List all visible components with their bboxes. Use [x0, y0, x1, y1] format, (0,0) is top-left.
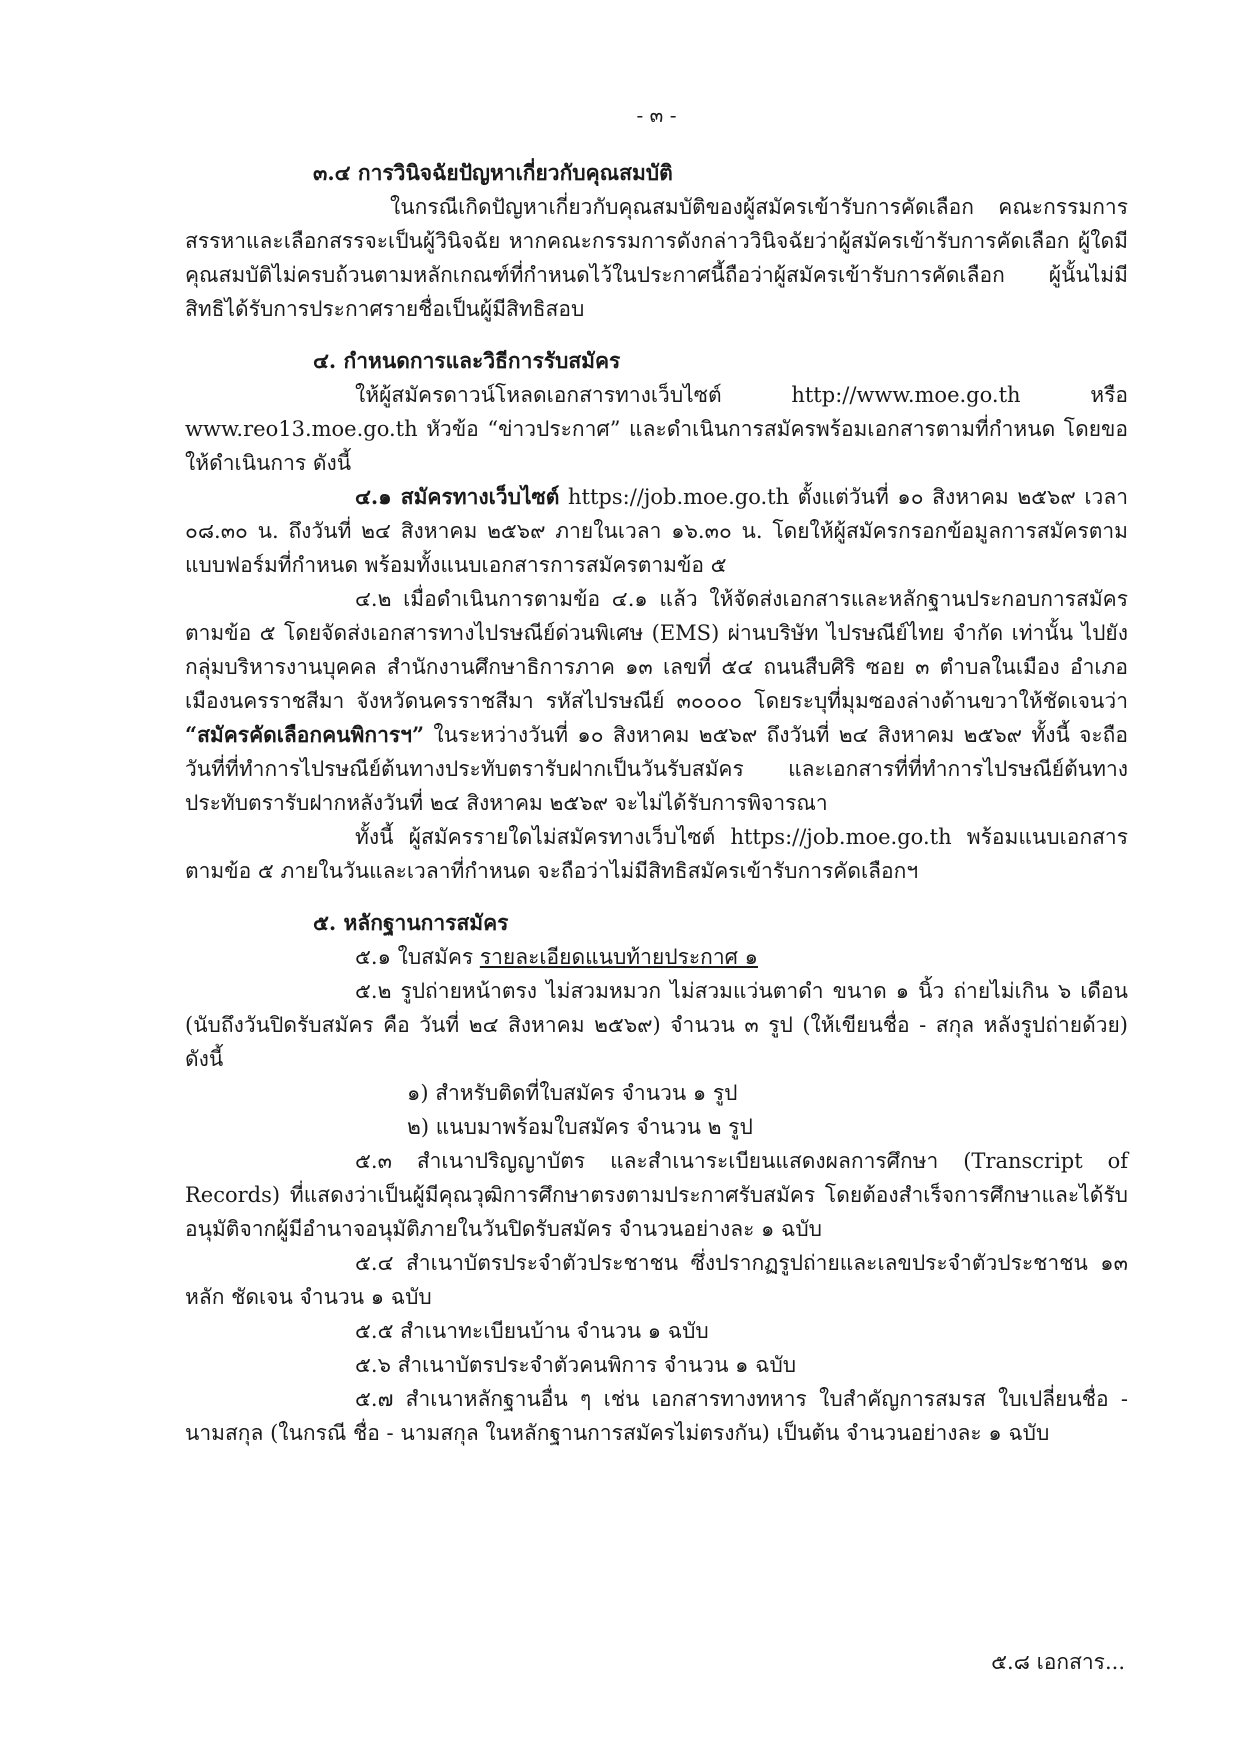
section-4-2-bold: “สมัครคัดเลือกคนพิการฯ” — [185, 722, 425, 747]
section-5-1 — [185, 940, 1128, 974]
section-3-4 — [185, 156, 1128, 326]
section-4-1-text: https://job.moe.go.th ตั้งแต่วันที่ ๑๐ สิงหาคม ๒๕๖๙ เวลา ๐๘.๓๐ น. ถึงวันที่ ๒๔ สิงหาคม ๒๕๖๙ ภายในเวลา ๑๖.๓๐ น. โดยให้ผู้สมัครกรอกข้อมูลการสมัครตามแบบฟอร์มที่กำหนด พร้อมทั้งแนบเอกสารการสมัครตามข้อ ๕ — [185, 485, 1128, 577]
section-5-6: ๕.๖ สำเนาบัตรประจำตัวคนพิการ จำนวน ๑ ฉบับ — [355, 1353, 797, 1377]
section-5-7: ๕.๗ สำเนาหลักฐานอื่น ๆ เช่น เอกสารทางทหาร ใบสำคัญการสมรส ใบเปลี่ยนชื่อ - นามสกุล (ในกรณี ชื่อ - นามสกุล ในหลักฐานการสมัครไม่ตรงกัน) เป็นต้น จำนวนอย่างละ ๑ ฉบับ — [185, 1387, 1128, 1445]
section-4-1-label: ๔.๑ สมัครทางเว็บไซต์ — [355, 484, 560, 509]
section-4 — [185, 344, 1128, 888]
section-5-3: ๕.๓ สำเนาปริญญาบัตร และสำเนาระเบียนแสดงผลการศึกษา (Transcript of Records) ที่แสดงว่าเป็นผู้มีคุณวุฒิการศึกษาตรงตามประกาศรับสมัคร โดยต้องสำเร็จการศึกษาและได้รับอนุมัติจากผู้มีอำนาจอนุมัติภายในวันปิดรับสมัคร จำนวนอย่างละ ๑ ฉบับ — [185, 1149, 1128, 1241]
section-4-2 — [185, 582, 1128, 820]
section-4-1 — [185, 480, 1128, 582]
section-3-4-paragraph: ในกรณีเกิดปัญหาเกี่ยวกับคุณสมบัติของผู้สมัครเข้ารับการคัดเลือก คณะกรรมการสรรหาและเลือกสรรจะเป็นผู้วินิจฉัย หากคณะกรรมการดังกล่าววินิจฉัยว่าผู้สมัครเข้ารับการคัดเลือก ผู้ใดมีคุณสมบัติไม่ครบถ้วนตามหลักเกณฑ์ที่กำหนดไว้ในประกาศนี้ถือว่าผู้สมัครเข้ารับการคัดเลือก ผู้นั้นไม่มีสิทธิได้รับการประกาศรายชื่อเป็นผู้มีสิทธิสอบ — [185, 195, 1128, 321]
section-5-5: ๕.๕ สำเนาทะเบียนบ้าน จำนวน ๑ ฉบับ — [355, 1319, 709, 1343]
section-4-intro: ให้ผู้สมัครดาวน์โหลดเอกสารทางเว็บไซต์ http://www.moe.go.th หรือ www.reo13.moe.go.th หัวข้อ “ข่าวประกาศ” และดำเนินการสมัครพร้อมเอกสารตามที่กำหนด โดยขอให้ดำเนินการ ดังนี้ — [185, 383, 1128, 475]
section-3-4-heading: ๓.๔ การวินิจฉัยปัญหาเกี่ยวกับคุณสมบัติ — [313, 160, 673, 185]
section-5-2: ๕.๒ รูปถ่ายหน้าตรง ไม่สวมหมวก ไม่สวมแว่นตาดำ ขนาด ๑ นิ้ว ถ่ายไม่เกิน ๖ เดือน (นับถึงวันปิดรับสมัคร คือ วันที่ ๒๔ สิงหาคม ๒๕๖๙) จำนวน ๓ รูป (ให้เขียนชื่อ - สกุล หลังรูปถ่ายด้วย) ดังนี้ — [185, 979, 1128, 1071]
page-number: - ๓ - — [636, 103, 677, 127]
section-5-heading: ๕. หลักฐานการสมัคร — [313, 910, 509, 935]
section-4-note: ทั้งนี้ ผู้สมัครรายใดไม่สมัครทางเว็บไซต์ https://job.moe.go.th พร้อมแนบเอกสารตามข้อ ๕ ภายในวันและเวลาที่กำหนด จะถือว่าไม่มีสิทธิสมัครเข้ารับการคัดเลือกฯ — [185, 825, 1128, 883]
section-4-2-text-a: ๔.๒ เมื่อดำเนินการตามข้อ ๔.๑ แล้ว ให้จัดส่งเอกสารและหลักฐานประกอบการสมัคร ตามข้อ ๕ โดยจัดส่งเอกสารทางไปรษณีย์ด่วนพิเศษ (EMS) ผ่านบริษัท ไปรษณีย์ไทย จำกัด เท่านั้น ไปยังกลุ่มบริหารงานบุคคล สำนักงานศึกษาธิการภาค ๑๓ เลขที่ ๕๔ ถนนสืบศิริ ซอย ๓ ตำบลในเมือง อำเภอเมืองนครราชสีมา จังหวัดนครราชสีมา รหัสไปรษณีย์ ๓๐๐๐๐ โดยระบุที่มุมซองล่างด้านขวาให้ชัดเจนว่า — [185, 587, 1128, 713]
section-5-1-underline: รายละเอียดแนบท้ายประกาศ ๑ — [479, 945, 758, 969]
section-5 — [185, 906, 1128, 1450]
section-5-2-item-1: ๑) สำหรับติดที่ใบสมัคร จำนวน ๑ รูป — [407, 1081, 738, 1105]
section-4-2-text-b: ในระหว่างวันที่ ๑๐ สิงหาคม ๒๕๖๙ ถึงวันที่ ๒๔ สิงหาคม ๒๕๖๙ ทั้งนี้ จะถือวันที่ที่ทำการไปรษณีย์ต้นทางประทับตรารับฝากเป็นวันรับสมัคร และเอกสารที่ที่ทำการไปรษณีย์ต้นทางประทับตรารับฝากหลังวันที่ ๒๔ สิงหาคม ๒๕๖๙ จะไม่ได้รับการพิจารณา — [185, 723, 1128, 815]
section-4-heading: ๔. กำหนดการและวิธีการรับสมัคร — [313, 348, 621, 373]
section-5-2-item-2: ๒) แนบมาพร้อมใบสมัคร จำนวน ๒ รูป — [407, 1115, 753, 1139]
section-5-4: ๕.๔ สำเนาบัตรประจำตัวประชาชน ซึ่งปรากฏรูปถ่ายและเลขประจำตัวประชาชน ๑๓ หลัก ชัดเจน จำนวน ๑ ฉบับ — [185, 1251, 1128, 1309]
continuation-footer: ๕.๘ เอกสาร... — [991, 1650, 1125, 1674]
section-5-1-text: ๕.๑ ใบสมัคร — [355, 945, 480, 969]
